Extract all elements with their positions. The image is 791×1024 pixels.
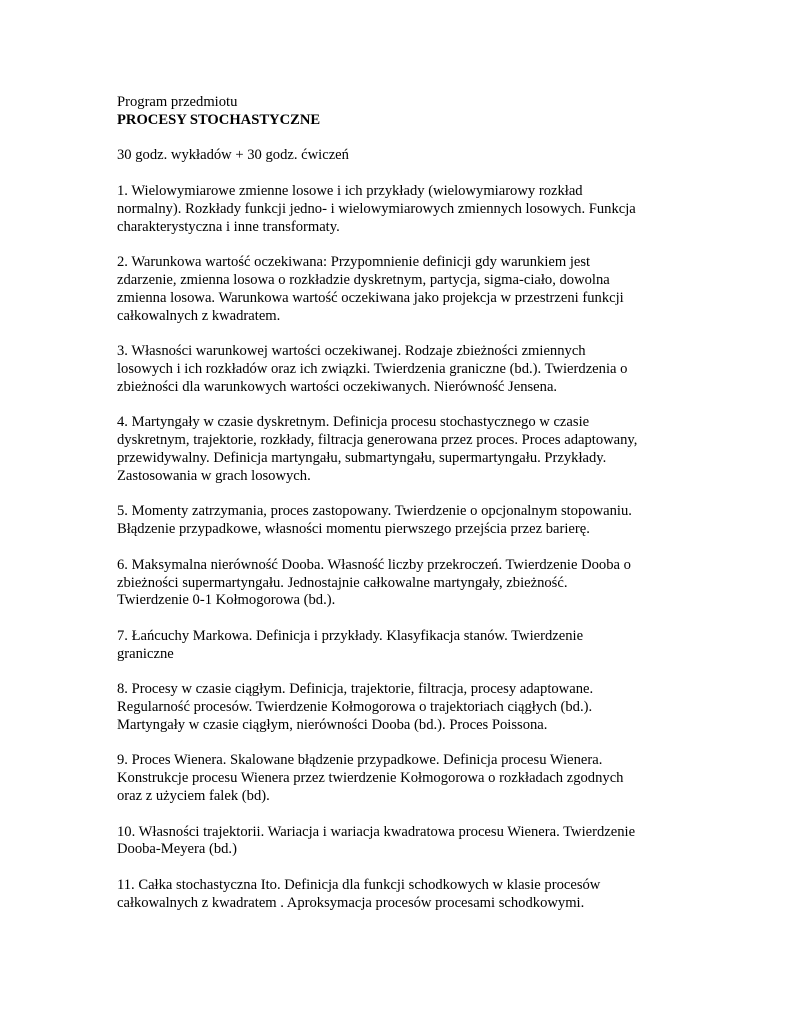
spacer <box>117 610 687 628</box>
topic-line: zdarzenie, zmienna losowa o rozkładzie dyskretnym, partycja, sigma-ciało, dowolna <box>117 271 610 288</box>
topic-line: Błądzenie przypadkowe, własności momentu pierwszego przejścia przez barierę. <box>117 521 590 538</box>
topic-line: przewidywalny. Definicja martyngału, submartyngału, supermartyngału. Przykłady. <box>117 449 607 466</box>
document-content <box>117 94 687 913</box>
spacer <box>117 325 687 343</box>
topic-paragraph-8 <box>117 681 687 734</box>
topic-line: 7. Łańcuchy Markowa. Definicja i przykłady. Klasyfikacja stanów. Twierdzenie <box>117 627 584 644</box>
topic-paragraph-11 <box>117 877 687 913</box>
topic-line: losowych i ich rozkładów oraz ich związki. Twierdzenia graniczne (bd.). Twierdzenia o <box>117 360 628 377</box>
spacer <box>117 486 687 504</box>
topic-line: oraz z użyciem falek (bd). <box>117 788 270 805</box>
topic-line: dyskretnym, trajektorie, rozkłady, filtracja generowana przez proces. Proces adaptowany, <box>117 432 638 449</box>
spacer <box>117 130 687 148</box>
topic-paragraph-10 <box>117 824 687 860</box>
hours-info: 30 godz. wykładów + 30 godz. ćwiczeń <box>117 147 349 164</box>
topic-line: normalny). Rozkłady funkcji jedno- i wielowymiarowych zmiennych losowych. Funkcja <box>117 200 636 217</box>
topic-line: 3. Własności warunkowej wartości oczekiwanej. Rodzaje zbieżności zmiennych <box>117 343 586 360</box>
topic-line: 11. Całka stochastyczna Ito. Definicja dla funkcji schodkowych w klasie procesów <box>117 877 601 894</box>
topic-paragraph-9 <box>117 752 687 805</box>
topic-line: 1. Wielowymiarowe zmienne losowe i ich przykłady (wielowymiarowy rozkład <box>117 182 583 199</box>
topic-paragraph-2 <box>117 254 687 325</box>
topic-line: 10. Własności trajektorii. Wariacja i wariacja kwadratowa procesu Wienera. Twierdzenie <box>117 823 636 840</box>
topic-line: graniczne <box>117 645 174 662</box>
topic-line: 2. Warunkowa wartość oczekiwana: Przypomnienie definicji gdy warunkiem jest <box>117 254 591 271</box>
spacer <box>117 859 687 877</box>
document-subtitle: Program przedmiotu <box>117 94 238 110</box>
topic-paragraph-4 <box>117 414 687 485</box>
topic-line: 5. Momenty zatrzymania, proces zastopowany. Twierdzenie o opcjonalnym stopowaniu. <box>117 503 632 520</box>
topic-paragraph-5 <box>117 503 687 539</box>
topic-line: zbieżności supermartyngału. Jednostajnie całkowalne martyngały, zbieżność. <box>117 574 568 591</box>
spacer <box>117 397 687 415</box>
topic-line: zbieżności dla warunkowych wartości oczekiwanych. Nierówność Jensena. <box>117 378 558 395</box>
topic-paragraph-3 <box>117 343 687 396</box>
topic-line: 8. Procesy w czasie ciągłym. Definicja, trajektorie, filtracja, procesy adaptowane. <box>117 681 594 698</box>
topic-line: zmienna losowa. Warunkowa wartość oczekiwana jako projekcja w przestrzeni funkcji <box>117 289 624 306</box>
topic-line: Twierdzenie 0-1 Kołmogorowa (bd.). <box>117 592 336 609</box>
topic-line: Regularność procesów. Twierdzenie Kołmogorowa o trajektoriach ciągłych (bd.). <box>117 699 593 716</box>
document-title: PROCESY STOCHASTYCZNE <box>117 111 321 128</box>
topic-paragraph-7 <box>117 628 687 664</box>
spacer <box>117 806 687 824</box>
topic-line: całkowalnych z kwadratem. <box>117 307 281 324</box>
spacer <box>117 539 687 557</box>
topic-line: Martyngały w czasie ciągłym, nierówności Dooba (bd.). Proces Poissona. <box>117 716 548 733</box>
topic-line: 9. Proces Wienera. Skalowane błądzenie przypadkowe. Definicja procesu Wienera. <box>117 752 603 769</box>
topic-line: 6. Maksymalna nierówność Dooba. Własność liczby przekroczeń. Twierdzenie Dooba o <box>117 556 631 573</box>
spacer <box>117 165 687 183</box>
topic-paragraph-1 <box>117 183 687 236</box>
topic-line: Zastosowania w grach losowych. <box>117 467 311 484</box>
topic-paragraph-6 <box>117 557 687 610</box>
topic-line: Dooba-Meyera (bd.) <box>117 841 237 858</box>
topic-line: Konstrukcje procesu Wienera przez twierdzenie Kołmogorowa o rozkładach zgodnych <box>117 770 624 787</box>
spacer <box>117 664 687 682</box>
topics-list <box>117 165 687 912</box>
topic-line: całkowalnych z kwadratem . Aproksymacja procesów procesami schodkowymi. <box>117 894 585 911</box>
spacer <box>117 735 687 753</box>
topic-line: charakterystyczna i inne transformaty. <box>117 218 340 235</box>
topic-line: 4. Martyngały w czasie dyskretnym. Definicja procesu stochastycznego w czasie <box>117 414 590 431</box>
spacer <box>117 236 687 254</box>
